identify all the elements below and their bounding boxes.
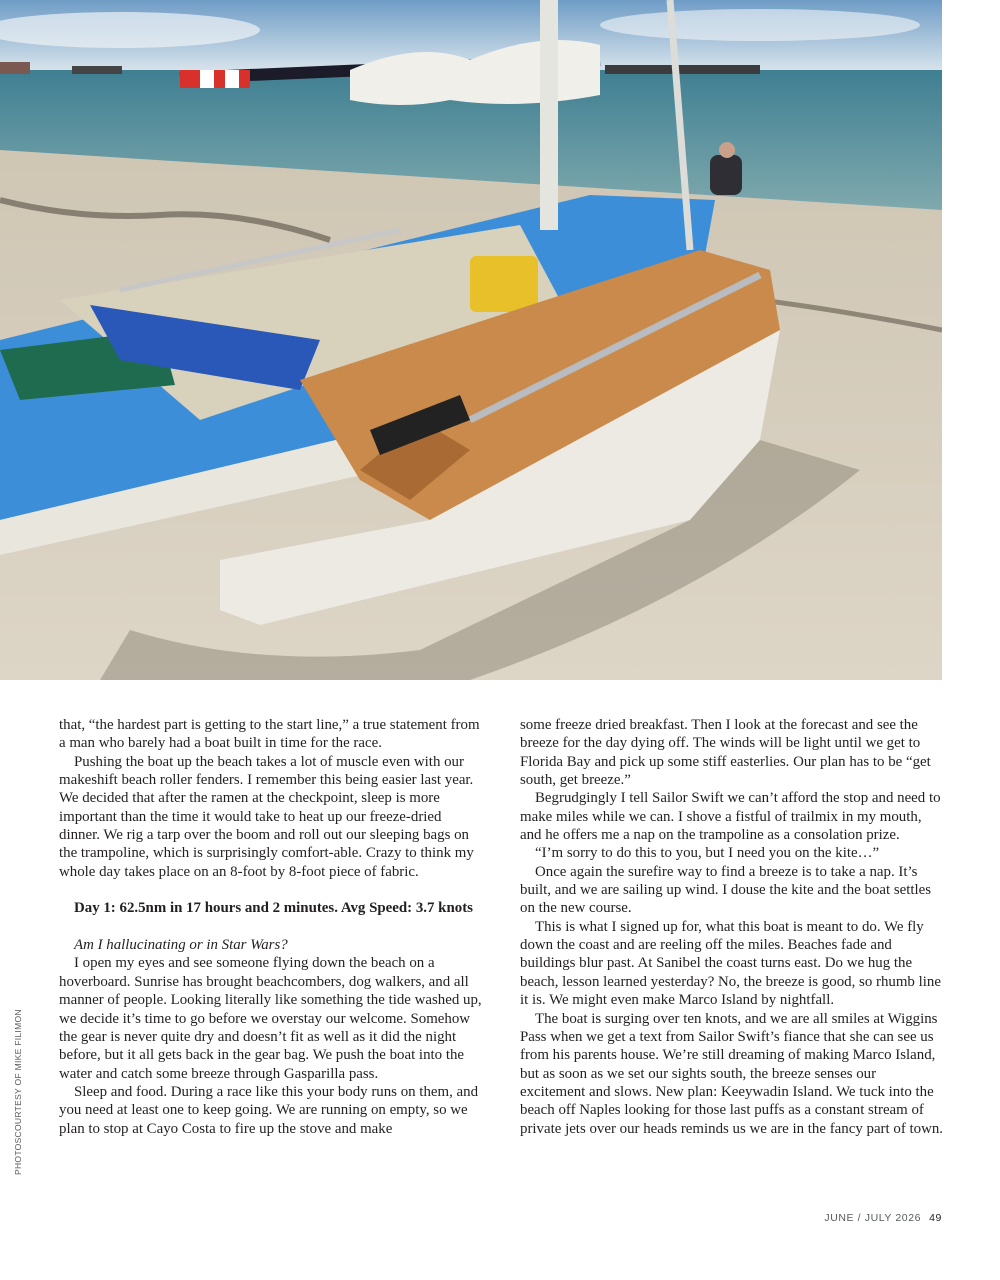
paragraph: Begrudgingly I tell Sailor Swift we can’t afford the stop and need to make miles while we can. I shove a fistful of trailmix in my mouth, and he offers me a nap on the trampoline as a consolation prize. <box>520 790 941 844</box>
paragraph: This is what I signed up for, what this boat is meant to do. We fly down the coast and are reeling off the miles. Beaches fade and buildings blur past. At Sanibel the coast turns east. Do we hug the beach, lesson learned yesterday? No, the breeze is good, so rhumb line it is. We might even make Marco Island by nightfall. <box>520 918 941 1009</box>
paragraph: that, “the hardest part is getting to the start line,” a true statement from a man who barely had a boat built in time for the race. <box>59 717 480 752</box>
paragraph: Once again the surefire way to find a breeze is to take a nap. It’s built, and we are sailing up wind. I douse the kite and the boat settles on the new course. <box>520 863 932 917</box>
paragraph: “I’m sorry to do this to you, but I need you on the kite…” <box>535 845 880 862</box>
paragraph: I open my eyes and see someone flying down the beach on a hoverboard. Sunrise has brought beachcombers, dog walkers, and all manner of people. Looking literally like something the tide washed up, we decide it’s time to go before we overstay our welcome. Somehow the gear is never quite dry and doesn’t fit as well as it did the night before, but it all gets back in the gear bag. We push the boat into the water and catch some breeze through Gasparilla pass. <box>59 955 482 1082</box>
left-column <box>59 716 483 1138</box>
day-summary: Day 1: 62.5nm in 17 hours and 2 minutes. Avg Speed: 3.7 knots <box>74 900 473 917</box>
paragraph: The boat is surging over ten knots, and we are all smiles at Wiggins Pass when we get a text from Sailor Swift’s fiance that she can see us from his parents house. We’re still dreaming of making Marco Island, but as soon as we set our sights south, the breeze senses our excitement and slows. New plan: Keeywadin Island. We tuck into the beach off Naples looking for those last puffs as a constant stream of private jets over our heads reminds us we are in the fancy part of town. <box>520 1010 944 1137</box>
page-number: 49 <box>929 1212 942 1224</box>
section-subhead: Am I hallucinating or in Star Wars? <box>74 937 288 954</box>
paragraph: Sleep and food. During a race like this your body runs on them, and you need at least one to keep going. We are running on empty, so we plan to stop at Cayo Costa to fire up the stove and make <box>59 1083 479 1137</box>
photo-credit: PHOTOSCOURTESY OF MIKE FILIMON <box>13 1009 23 1175</box>
paragraph: some freeze dried breakfast. Then I look at the forecast and see the breeze for the day dying off. The winds will be light until we get to Florida Bay and pick up some stiff easterlies. Our plan has to be “get south, get breeze.” <box>520 717 931 789</box>
paragraph: Pushing the boat up the beach takes a lot of muscle even with our makeshift beach roller fenders. I remember this being easier last year. We decided that after the ramen at the checkpoint, sleep is more important than the time it would take to heat up our freeze-dried dinner. We rig a tarp over the boom and roll out our sleeping bags on the trampoline, which is surprisingly comfort-able. Crazy to think my whole day takes place on an 8-foot by 8-foot piece of fabric. <box>59 753 474 880</box>
issue-date: JUNE / JULY 2026 <box>824 1212 922 1224</box>
page-footer <box>824 1212 942 1224</box>
right-column <box>520 716 944 1138</box>
